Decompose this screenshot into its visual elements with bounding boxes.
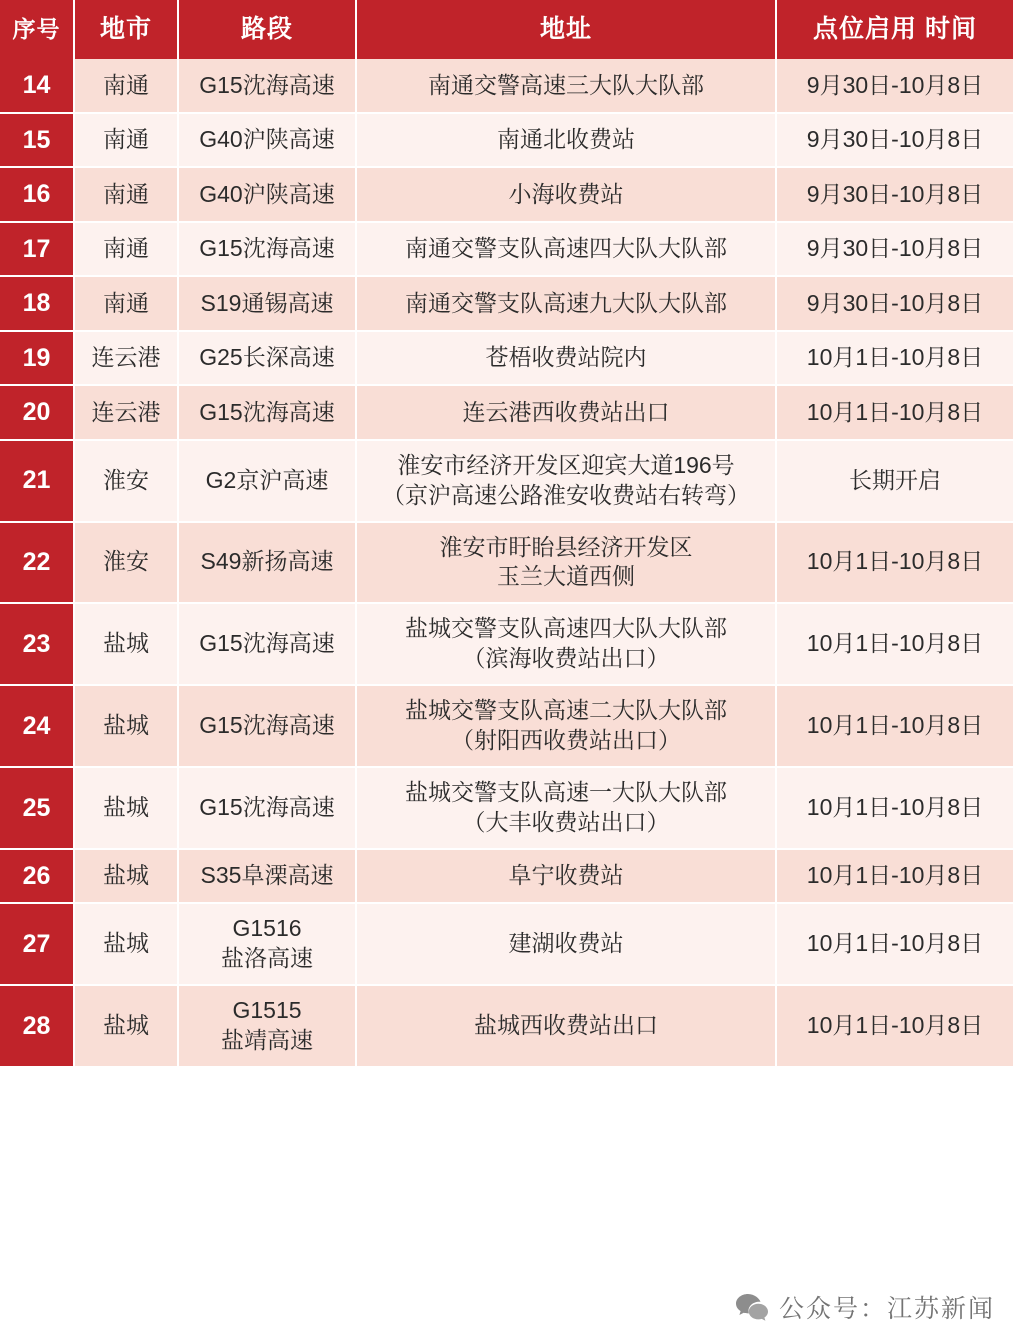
table-row — [0, 903, 1013, 985]
cell-road — [178, 222, 356, 277]
cell-address-line1: 盐城西收费站出口 — [474, 1011, 658, 1038]
cell-time: 9月30日-10月8日 — [776, 59, 1013, 113]
cell-road-line2: 盐靖高速 — [221, 1026, 313, 1053]
cell-road — [178, 522, 356, 604]
table-body — [0, 59, 1013, 1066]
table-row — [0, 222, 1013, 277]
cell-time: 10月1日-10月8日 — [776, 985, 1013, 1067]
cell-address — [356, 685, 776, 767]
cell-address-line1: 淮安市经济开发区迎宾大道196号 — [397, 451, 735, 478]
cell-seq: 27 — [0, 903, 74, 985]
cell-road-line1: G40沪陕高速 — [199, 180, 335, 207]
column-header-time-line2: 时间 — [924, 15, 977, 43]
cell-seq: 16 — [0, 167, 74, 222]
cell-time: 10月1日-10月8日 — [776, 685, 1013, 767]
cell-road — [178, 440, 356, 522]
cell-address-line1: 南通交警支队高速九大队大队部 — [405, 289, 727, 316]
table-row — [0, 331, 1013, 386]
cell-time: 10月1日-10月8日 — [776, 849, 1013, 904]
table-row — [0, 522, 1013, 604]
cell-road-line1: G15沈海高速 — [199, 793, 335, 820]
table-row — [0, 113, 1013, 168]
cell-address — [356, 985, 776, 1067]
cell-address-line2: （射阳西收费站出口） — [451, 726, 681, 753]
cell-time: 10月1日-10月8日 — [776, 903, 1013, 985]
cell-city: 盐城 — [74, 849, 178, 904]
cell-road — [178, 985, 356, 1067]
cell-address-line1: 小海收费站 — [508, 180, 624, 207]
cell-address — [356, 522, 776, 604]
cell-seq: 15 — [0, 113, 74, 168]
cell-time: 10月1日-10月8日 — [776, 331, 1013, 386]
table-row — [0, 385, 1013, 440]
cell-time: 10月1日-10月8日 — [776, 522, 1013, 604]
cell-time: 长期开启 — [776, 440, 1013, 522]
cell-road-line1: G15沈海高速 — [199, 235, 335, 262]
table-row — [0, 440, 1013, 522]
cell-address — [356, 113, 776, 168]
cell-city: 连云港 — [74, 385, 178, 440]
cell-road-line1: S35阜溧高速 — [200, 861, 334, 888]
cell-road — [178, 903, 356, 985]
table-row — [0, 603, 1013, 685]
table-header-row — [0, 0, 1013, 59]
cell-address — [356, 385, 776, 440]
cell-city: 南通 — [74, 113, 178, 168]
cell-address-line1: 淮安市盱眙县经济开发区 — [439, 533, 693, 560]
cell-city: 盐城 — [74, 685, 178, 767]
cell-seq: 17 — [0, 222, 74, 277]
column-header-time — [776, 0, 1013, 59]
cell-time: 10月1日-10月8日 — [776, 767, 1013, 849]
cell-address — [356, 222, 776, 277]
table-row — [0, 767, 1013, 849]
column-header-address: 地址 — [356, 0, 776, 59]
cell-time: 10月1日-10月8日 — [776, 603, 1013, 685]
cell-road — [178, 767, 356, 849]
cell-city: 盐城 — [74, 903, 178, 985]
cell-address-line1: 南通交警支队高速四大队大队部 — [405, 235, 727, 262]
cell-city: 连云港 — [74, 331, 178, 386]
cell-time: 9月30日-10月8日 — [776, 113, 1013, 168]
cell-address — [356, 59, 776, 113]
cell-city: 南通 — [74, 167, 178, 222]
cell-address — [356, 276, 776, 331]
cell-seq: 21 — [0, 440, 74, 522]
cell-road-line2: 盐洛高速 — [221, 945, 313, 972]
cell-seq: 19 — [0, 331, 74, 386]
cell-address-line1: 连云港西收费站出口 — [462, 398, 670, 425]
table-row — [0, 849, 1013, 904]
cell-road — [178, 276, 356, 331]
cell-address — [356, 849, 776, 904]
cell-road-line1: G15沈海高速 — [199, 71, 335, 98]
column-header-city: 地市 — [74, 0, 178, 59]
cell-seq: 25 — [0, 767, 74, 849]
cell-city: 盐城 — [74, 767, 178, 849]
cell-seq: 26 — [0, 849, 74, 904]
column-header-road: 路段 — [178, 0, 356, 59]
cell-seq: 28 — [0, 985, 74, 1067]
cell-time: 9月30日-10月8日 — [776, 276, 1013, 331]
table-row — [0, 985, 1013, 1067]
cell-road-line1: G15沈海高速 — [199, 712, 335, 739]
cell-address — [356, 331, 776, 386]
cell-road — [178, 331, 356, 386]
cell-address-line1: 盐城交警支队高速一大队大队部 — [405, 778, 727, 805]
wechat-icon — [735, 1292, 769, 1322]
cell-road — [178, 385, 356, 440]
watermark-text: 公众号：江苏新闻 — [778, 1295, 995, 1323]
cell-city: 南通 — [74, 276, 178, 331]
cell-time: 10月1日-10月8日 — [776, 385, 1013, 440]
cell-road — [178, 685, 356, 767]
cell-road — [178, 167, 356, 222]
cell-address-line1: 南通交警高速三大队大队部 — [428, 71, 704, 98]
table-row — [0, 59, 1013, 113]
cell-city: 盐城 — [74, 985, 178, 1067]
cell-road-line1: G2京沪高速 — [205, 466, 329, 493]
cell-address — [356, 767, 776, 849]
cell-seq: 22 — [0, 522, 74, 604]
table-header — [0, 0, 1013, 59]
column-header-time-line1: 点位启用 — [813, 15, 918, 43]
cell-address — [356, 903, 776, 985]
table-row — [0, 167, 1013, 222]
cell-address-line1: 盐城交警支队高速二大队大队部 — [405, 697, 727, 724]
cell-time: 9月30日-10月8日 — [776, 167, 1013, 222]
cell-city: 南通 — [74, 59, 178, 113]
cell-address-line2: 玉兰大道西侧 — [497, 563, 635, 590]
cell-seq: 14 — [0, 59, 74, 113]
cell-address — [356, 167, 776, 222]
cell-road — [178, 849, 356, 904]
cell-road-line1: S49新扬高速 — [200, 548, 334, 575]
cell-time: 9月30日-10月8日 — [776, 222, 1013, 277]
cell-city: 盐城 — [74, 603, 178, 685]
cell-address — [356, 603, 776, 685]
cell-address — [356, 440, 776, 522]
cell-address-line1: 盐城交警支队高速四大队大队部 — [405, 615, 727, 642]
cell-road — [178, 113, 356, 168]
cell-address-line2: （京沪高速公路淮安收费站右转弯） — [382, 481, 750, 508]
cell-address-line2: （大丰收费站出口） — [462, 808, 670, 835]
column-header-seq: 序号 — [0, 0, 74, 59]
cell-road-line1: G1516 — [232, 915, 302, 942]
cell-city: 淮安 — [74, 440, 178, 522]
cell-city: 南通 — [74, 222, 178, 277]
table-row — [0, 276, 1013, 331]
cell-road-line1: S19通锡高速 — [200, 289, 334, 316]
cell-road-line1: G15沈海高速 — [199, 630, 335, 657]
cell-road-line1: G15沈海高速 — [199, 398, 335, 425]
cell-seq: 24 — [0, 685, 74, 767]
cell-road-line1: G1515 — [232, 996, 302, 1023]
cell-road — [178, 59, 356, 113]
cell-seq: 23 — [0, 603, 74, 685]
watermark — [735, 1289, 995, 1325]
cell-address-line1: 建湖收费站 — [508, 930, 624, 957]
cell-address-line1: 苍梧收费站院内 — [485, 344, 647, 371]
cell-road — [178, 603, 356, 685]
cell-seq: 18 — [0, 276, 74, 331]
cell-seq: 20 — [0, 385, 74, 440]
cell-city: 淮安 — [74, 522, 178, 604]
table-row — [0, 685, 1013, 767]
cell-address-line1: 南通北收费站 — [497, 126, 635, 153]
cell-address-line2: （滨海收费站出口） — [462, 645, 670, 672]
cell-road-line1: G40沪陕高速 — [199, 126, 335, 153]
cell-address-line1: 阜宁收费站 — [508, 861, 624, 888]
cell-road-line1: G25长深高速 — [199, 344, 335, 371]
